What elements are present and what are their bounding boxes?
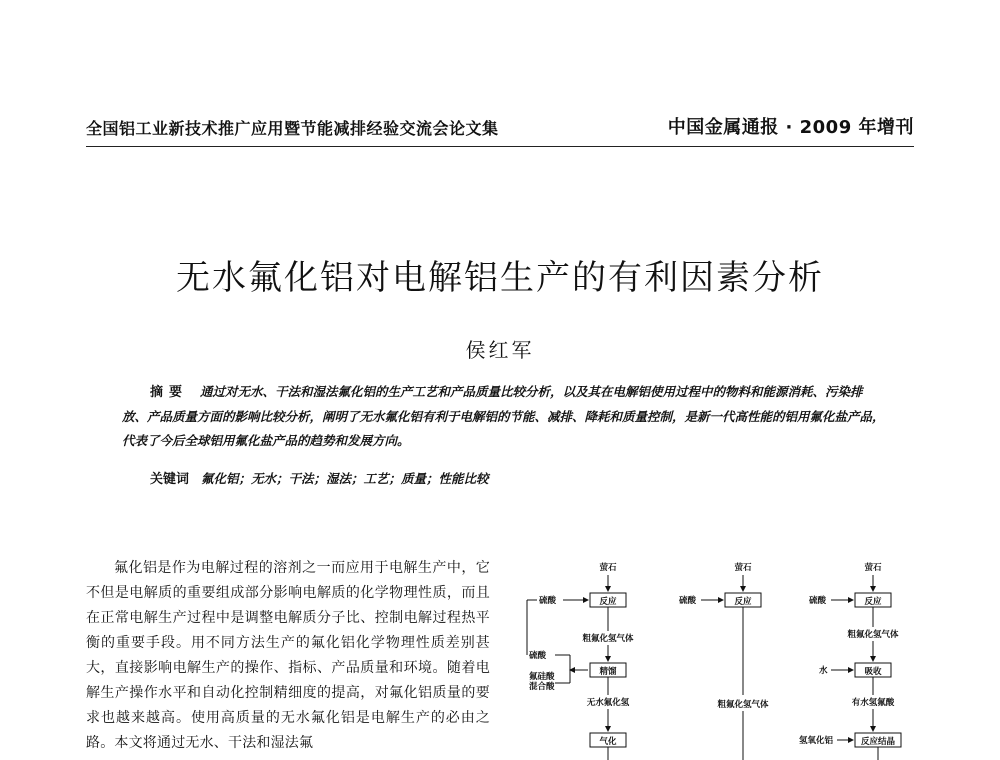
col3-box3-label: 反应结晶 xyxy=(860,737,896,747)
header-rule xyxy=(86,146,914,147)
col3-input3-label: 氢氧化铝 xyxy=(799,736,834,746)
abstract-label: 摘要 xyxy=(150,385,189,400)
running-header-left: 全国铝工业新技术推广应用暨节能减排经验交流会论文集 xyxy=(86,119,499,138)
abstract-text: 通过对无水、干法和湿法氟化铝的生产工艺和产品质量比较分析，以及其在电解铝使用过程中的物料和能源消耗、污染排放、产品质量方面的影响比较分析，阐明了无水氟化铝有利于电解铝的节能、减排、降耗和质量控制，是新一代高性能的铝用氟化盐产品，代表了今后全球铝用氟化盐产品的趋势和发展方向。 xyxy=(122,384,885,448)
col3-mid2-label: 有水氢氟酸 xyxy=(851,698,895,708)
col1-top-label: 萤石 xyxy=(599,563,617,573)
author-name: 侯红军 xyxy=(465,338,535,362)
col2-box1-label: 反应 xyxy=(734,597,752,607)
col1-input-label: 硫酸 xyxy=(539,596,557,606)
col3-mid1-label: 粗氟化氢气体 xyxy=(847,630,899,640)
keywords xyxy=(150,468,489,487)
running-header-right: 中国金属通报 · 2009 年增刊 xyxy=(667,117,914,138)
col1-box1-label: 反应 xyxy=(599,597,617,607)
col1-sideout2-label: 氟硅酸 xyxy=(529,672,555,682)
paper-title: 无水氟化铝对电解铝生产的有利因素分析 xyxy=(176,258,824,298)
col1-box2-label: 精馏 xyxy=(599,667,617,677)
col1-mid2-label: 无水氟化氢 xyxy=(586,698,630,708)
process-flowchart xyxy=(505,555,925,760)
abstract xyxy=(122,380,886,453)
col1-mid1-label: 粗氟化氢气体 xyxy=(582,634,634,644)
col2-mid1-label: 粗氟化氢气体 xyxy=(717,700,769,710)
col2-top-label: 萤石 xyxy=(734,563,752,573)
col3-input-label: 硫酸 xyxy=(809,596,827,606)
body-paragraph: 氟化铝是作为电解过程的溶剂之一而应用于电解生产中，它不但是电解质的重要组成部分影响电解质的化学物理性质，而且在正常电解生产过程中是调整电解质分子比、控制电解过程热平衡的重要手段。用不同方法生产的氟化铝化学物理性质差别甚大，直接影响电解生产的操作、指标、产品质量和环境。随着电解生产操作水平和自动化控制精细度的提高，对氟化铝质量的要求也越来越高。使用高质量的无水氟化铝是电解生产的必由之路。本文将通过无水、干法和湿法氟 xyxy=(86,560,490,751)
col3-box1-label: 反应 xyxy=(864,597,882,607)
keywords-text: 氟化铝；无水；干法；湿法；工艺；质量；性能比较 xyxy=(201,471,489,486)
col1-sideout1-label: 硫酸 xyxy=(529,651,547,661)
col3-top-label: 萤石 xyxy=(864,563,882,573)
col2-input-label: 硫酸 xyxy=(679,596,697,606)
col1-sideout3-label: 混合酸 xyxy=(529,682,555,692)
keywords-label: 关键词 xyxy=(150,472,190,487)
col1-box3-label: 气化 xyxy=(599,737,617,747)
col3-input2-label: 水 xyxy=(819,666,828,676)
col3-box2-label: 吸收 xyxy=(864,667,882,677)
